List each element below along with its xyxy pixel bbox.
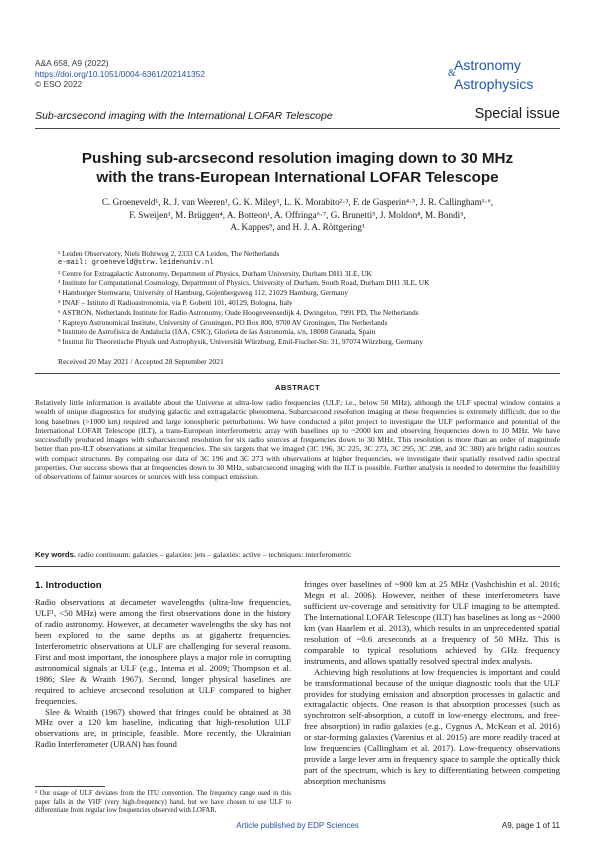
affiliation: ⁴ Hamburger Sternwarte, University of Hamburg, Gojenbergsweg 112, 21029 Hamburg, Germany <box>58 288 348 298</box>
affiliation: ⁸ Instituto de Astrofísica de Andalucía (IAA, CSIC), Glorieta de las Astronomía, s/n, 18008 Granada, Spain <box>58 327 376 337</box>
intro-paragraph-2: Slee & Wraith (1967) showed that fringes could be obtained at 38 MHz over a 120 km baseline, indicating that high-resolution ULF observations are, in principle, feasible. More recently, the Ukrainian Radio Interferometer (URAN) has found <box>35 706 291 750</box>
keywords <box>35 550 351 559</box>
footnote-rule <box>35 786 105 787</box>
author-list <box>60 196 535 234</box>
copyright: © ESO 2022 <box>35 79 83 89</box>
publisher-link[interactable]: Article published by EDP Sciences <box>236 821 359 830</box>
abstract-top-rule <box>35 373 560 374</box>
journal-reference: A&A 658, A9 (2022) <box>35 58 109 68</box>
footnote: ¹ Our usage of ULF deviates from the ITU convention. The frequency range used in this paper falls in the VHF (very high-frequency) band, but we have chosen to use ULF to differentiate from regular low frequencies observed with LOFAR. <box>35 790 291 815</box>
left-column <box>35 597 291 750</box>
logo-ampersand: & <box>448 68 456 79</box>
paper-title <box>35 149 560 187</box>
title-line-1: Pushing sub-arcsecond resolution imaging down to 30 MHz <box>81 150 514 167</box>
affiliation: ⁶ ASTRON, Netherlands Institute for Radio Astronomy, Oude Hoogeveensedijk 4, Dwingeloo, 7991 PD, The Netherlands <box>58 307 419 317</box>
right-column <box>304 579 560 787</box>
abstract-heading: ABSTRACT <box>275 383 320 392</box>
affiliation: ¹ Leiden Observatory, Niels Bohrweg 2, 2333 CA Leiden, The Netherlands <box>58 249 280 258</box>
journal-logo[interactable] <box>448 57 562 98</box>
title-line-2: with the trans-European International LOFAR Telescope <box>96 169 499 186</box>
running-title: Sub-arcsecond imaging with the International LOFAR Telescope <box>35 110 333 122</box>
abstract-text: Relatively little information is available about the Universe at ultra-low radio frequencies (ULF; i.e., below 50 MHz), although the ULF spectral window contains a wealth of unique diagnostics for studying galactic and extragalactic phenomena. Subarcsecond resolution imaging at these frequencies is extremely difficult, due to the long baselines (>1000 km) required and large ionospheric perturbations. We have conducted a pilot project to investigate the ULF performance and potential of the International LOFAR Telescope (ILT), a trans-European interferometric array with baselines up to ~2000 km and observing frequencies down to 10 MHz. We have successfully produced images with subarcsecond resolution for six radio sources at frequencies down to 30 MHz. This resolution is more than an order of magnitude better than pre-ILT observations at similar frequencies. The six targets that we imaged (3C 196, 3C 225, 3C 273, 3C 295, 3C 298, and 3C 380) are bright radio sources with compact structures. By comparing our data of 3C 196 and 3C 273 with observations at higher frequencies, we investigate their spatially resolved radio spectral properties. Our success shows that at frequencies down to 30 MHz, subarcsecond imaging with the ILT is possible. Further analysis is needed to determine the feasibility of observations of fainter sources or sources with less compact emission. <box>35 398 560 482</box>
logo-astronomy: Astronomy <box>454 57 521 73</box>
affiliations <box>58 249 538 347</box>
intro-paragraph-1: Radio observations at decameter wavelengths (ultra-low frequencies, ULF¹, <50 MHz) were among the first observations done in the history of radio astronomy. However, at decameter wavelengths the sky has not been explored to the same depths as at gigahertz frequencies. Interferometric observations at ULF are challenging for several reasons. First and most important, the ionosphere plays a major role in corrupting astronomical signals at ULF (e.g., Intema et al. 2009; Thompson et al. 1986; Slee & Wraith 1967). Second, longer physical baselines are required to achieve arcsecond resolution at ULF compared to higher frequencies. <box>35 597 291 706</box>
issue-label: Special issue <box>474 106 560 122</box>
keywords-text: radio continuum: galaxies – galaxies: jets – galaxies: active – techniques: interferometric <box>77 550 352 559</box>
affiliation: ³ Institute for Computational Cosmology, Department of Physics, University of Durham, South Road, Durham DH1 3LE, UK <box>58 278 430 288</box>
intro-paragraph-4: Achieving high resolutions at low frequencies is important and could be transformational because of the unique diagnostic tools that the ULF provides for studying emission and absorption processes in galactic and extragalactic objects. One reason is that absorption processes (such as synchrotron self-absorption, a cutoff in low-energy electrons, and free-free absorption) in radio galaxies (e.g., Cygnus A, McKean et al. 2016) or star-forming galaxies (Varenius et al. 2015) are more readily traced at low frequencies (Callingham et al. 2017). Low-frequency observations provide a large lever arm in frequency space to sample the optically thick part of the spectrum, which is key to differentiating between competing absorption mechanisms <box>304 666 560 787</box>
doi-link[interactable]: https://doi.org/10.1051/0004-6361/202141352 <box>35 68 205 79</box>
affiliation: ⁵ INAF – Istituto di Radioastronomia, via P. Gobetti 101, 40129, Bologna, Italy <box>58 297 293 307</box>
affiliation: ⁷ Kapteyn Astronomical Institute, University of Groningen, PO Box 800, 9700 AV Groningen, The Netherlands <box>58 317 388 327</box>
authors-line-2: F. Sweijen¹, M. Brüggen⁴, A. Botteon¹, A. Offringa⁶·⁷, G. Brunetti⁵, J. Moldon⁸, M. Bondi⁵, <box>129 209 466 220</box>
affiliation: ⁹ Institut für Theoretische Physik und Astrophysik, Universität Würzburg, Emil-Fischer-Str. 31, 97074 Würzburg, Germany <box>58 337 424 347</box>
authors-line-1: C. Groeneveld¹, R. J. van Weeren¹, G. K. Miley¹, L. K. Morabito²·³, F. de Gasperin⁴·⁵, J. R. Callingham¹·⁶, <box>101 197 494 207</box>
abstract-bottom-rule <box>35 566 560 567</box>
page-number: A9, page 1 of 11 <box>501 821 560 830</box>
affiliation: ² Centre for Extragalactic Astronomy, Department of Physics, Durham University, Durham DH1 3LE, UK <box>58 268 372 278</box>
header-rule <box>35 128 560 129</box>
keywords-label: Key words. <box>35 550 77 559</box>
received-dates: Received 20 May 2021 / Accepted 28 September 2021 <box>58 357 224 366</box>
author-email[interactable]: e-mail: groeneveld@strw.leidenuniv.nl <box>58 258 214 267</box>
intro-paragraph-3: fringes over baselines of ~900 km at 25 MHz (Vashchishin et al. 2016; Megn et al. 2006). However, neither of these interferometers have sufficient uv-coverage and sensitivity for ULF imaging to be attempted. The International LOFAR Telescope (ILT) has baselines as long as ~2000 km (van Haarlem et al. 2013), which results in an unprecedented spatial resolution of ~0.6 arcseconds at a frequency of 50 MHz. This is comparable to typical resolutions achieved by GHz frequency instruments, and allows spatially resolved spectral index analysis. <box>304 579 560 666</box>
authors-line-3: A. Kappes⁹, and H. J. A. Röttgering¹ <box>230 222 365 233</box>
logo-astrophysics: Astrophysics <box>454 76 534 92</box>
journal-header <box>35 58 205 90</box>
section-heading-introduction: 1. Introduction <box>35 580 102 591</box>
